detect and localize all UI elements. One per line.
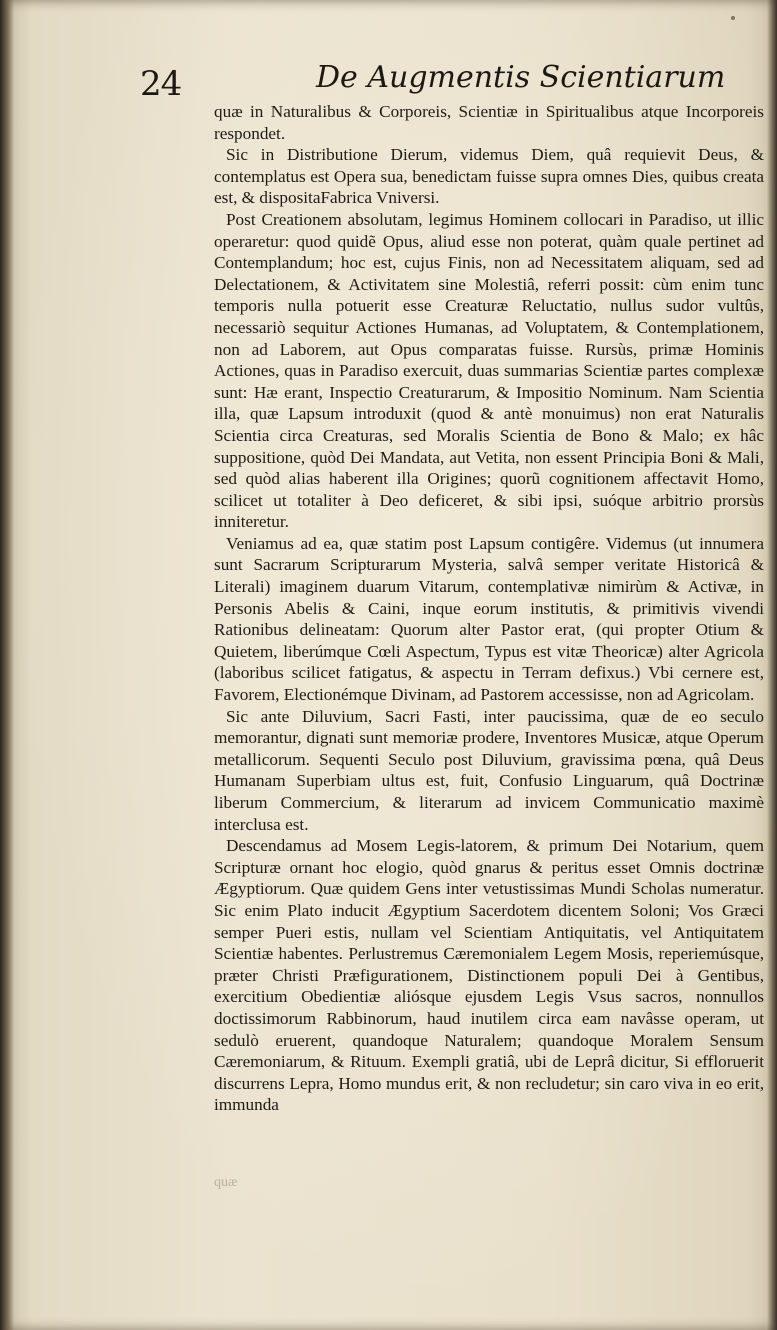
page-header [140,56,760,106]
page-edge-shadow [767,0,777,1330]
page-number: 24 [140,64,182,104]
body-text [214,101,764,1116]
paragraph-continuation: quæ in Naturalibus & Corporeis, Scientiæ in Spiritualibus atque Incorporeis respondet. [214,102,764,143]
paragraph-ante-diluvium: Sic ante Diluvium, Sacri Fasti, inter paucissima, quæ de eo seculo memorantur, dignati sunt memoriæ prodere, Inventores Musicæ, atque Operum metallicorum. Sequenti Seculo post Diluvium, gravissima pœna, quâ Deus Humanam Superbiam ultus est, fuit, Confusio Linguarum, quâ Doctrinæ liberum Commercium, & literarum ad invicem Communicatio maximè interclusa est. [214,706,764,834]
catchword: quæ [214,1175,238,1190]
running-title: De Augmentis Scientiarum [316,60,726,95]
ink-spot [731,16,735,20]
page-gutter-shadow [0,0,14,1330]
paragraph-veniamus: Veniamus ad ea, quæ statim post Lapsum contigêre. Videmus (ut innumera sunt Sacrarum Scripturarum Mysteria, salvâ semper veritate Historicâ & Literali) imaginem duarum Vitarum, contemplativæ nimirùm & Activæ, in Personis Abelis & Caini, inque eorum institutis, & primitivis vivendi Rationibus delineatam: Quorum alter Pastor erat, (qui propter Otium & Quietem, liberúmque Cœli Aspectum, Typus est vitæ Theoricæ) alter Agricola (laboribus scilicet fatigatus, & aspectu in Terram defixus.) Vbi cernere est, Favorem, Electionémque Divinam, ad Pastorem accessisse, non ad Agricolam. [214,533,764,705]
paragraph-descendamus: Descendamus ad Mosem Legis-latorem, & primum Dei Notarium, quem Scripturæ ornant hoc elogio, quòd gnarus & peritus esset Omnis doctrinæ Ægyptiorum. Quæ quidem Gens inter vetustissimas Mundi Scholas numeratur. Sic enim Plato inducit Ægyptium Sacerdotem dicentem Soloni; Vos Græci semper Pueri estis, nullam vel Scientiam Antiquitatis, vel Antiquitatem Scientiæ habentes. Perlustremus Cæremonialem Legem Mosis, reperiemúsque, præter Christi Præfigurationem, Distinctionem populi Dei à Gentibus, exercitium Obedientiæ aliósque ejusdem Legis Vsus sacros, nonnullos doctissimorum Rabbinorum, haud inutilem circa eam navâsse operam, ut sedulò eruerent, quandoque Naturalem; quandoque Moralem Sensum Cæremoniarum, & Rituum. Exempli gratiâ, ubi de Leprâ dicitur, Si effloruerit discurrens Lepra, Homo mundus erit, & non recludetur; sin caro viva in eo erit, immunda [214,836,764,1115]
paragraph-post-creationem: Post Creationem absolutam, legimus Hominem collocari in Paradiso, ut illic operaretur: quod quidẽ Opus, aliud esse non poterat, quàm quale pertinet ad Contemplandum; hoc est, cujus Finis, non ad Necessitatem aliquam, sed ad Delectationem, & Activitatem sine Molestiâ, referri possit: cùm enim tunc temporis nulla potuerit esse Creaturæ Reluctatio, nullus sudor vultûs, necessariò sequitur Actiones Humanas, ad Voluptatem, & Contemplationem, non ad Laborem, aut Opus comparatas fuisse. Rursùs, primæ Hominis Actiones, quas in Paradiso exercuit, duas summarias Scientiæ partes complexæ sunt: Hæ erant, Inspectio Creaturarum, & Impositio Nominum. Nam Scientia illa, quæ Lapsum introduxit (quod & antè monuimus) non erat Naturalis Scientia circa Creaturas, sed Moralis Scientia de Bono & Malo; ex hâc suppositione, quòd Dei Mandata, aut Vetita, non essent Principia Boni & Mali, sed quòd alias haberent illa Origines; quorũ cognitionem affectavit Homo, scilicet ut totaliter à Deo deficeret, & sibi ipsi, suóque arbitrio prorsùs inniteretur. [214,209,764,532]
paragraph-distributione-dierum: Sic in Distributione Dierum, videmus Diem, quâ requievit Deus, & contemplatus est Opera sua, benedictam fuisse supra omnes Dies, quibus creata est, & dispositaFabrica Vniversi. [214,145,764,208]
